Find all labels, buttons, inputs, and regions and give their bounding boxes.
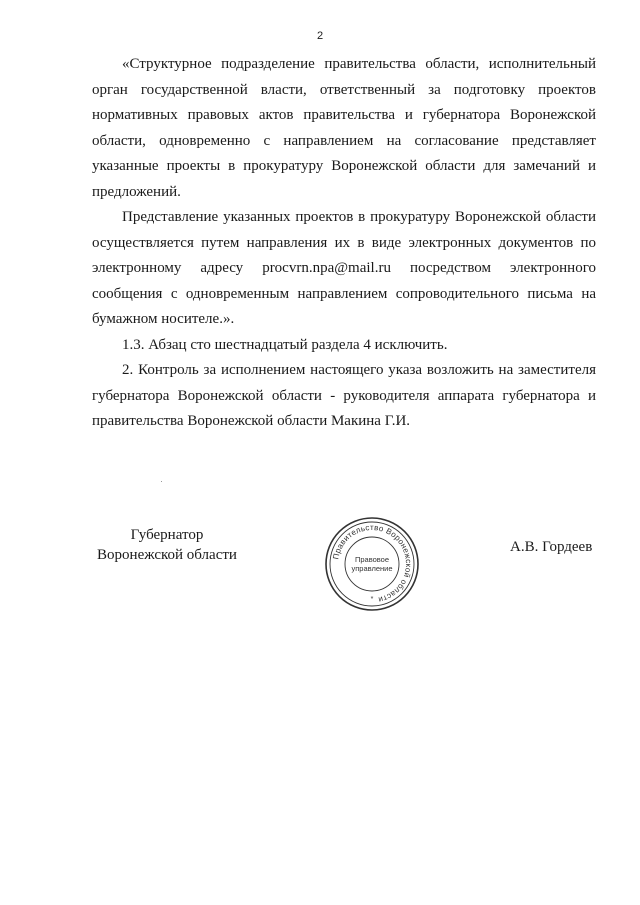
signatory-title-line2: Воронежской области	[97, 547, 237, 563]
signatory-name: А.В. Гордеев	[510, 539, 593, 555]
seal-inner-line1: Правовое	[354, 555, 390, 564]
scan-speck	[161, 481, 162, 482]
seal-outer-text: Правительство Воронежской области	[331, 522, 414, 605]
paragraph-item-2: 2. Контроль за исполнением настоящего указа возложить на заместителя губернатора Воронежской области - руководителя аппарата губернатора и правительства Воронежской области Макина Г.И.	[92, 362, 596, 429]
seal-star-icon: *	[370, 596, 374, 603]
paragraph-submission-method: Представление указанных проектов в прокуратуру Воронежской области осуществляется путем направления их в виде электронных документов по электронному адресу procvrn.npa@mail.ru посредством электронного сообщения с одновременным направлением сопроводительного письма на бумажном носителе.».	[92, 209, 596, 327]
signatory-title-line1: Губернатор	[130, 527, 204, 543]
page-number: 2	[316, 30, 324, 42]
paragraph-structural-division: «Структурное подразделение правительства области, исполнительный орган государственной власти, ответственный за подготовку проектов нормативных правовых актов правительства и губернатора Воронежской области, одновременно с направлением на согласование представляет указанные проекты в прокуратуру Воронежской области для замечаний и предложений.	[92, 56, 596, 200]
official-seal	[324, 516, 420, 612]
paragraph-item-1-3: 1.3. Абзац сто шестнадцатый раздела 4 исключить.	[122, 336, 448, 353]
document-body	[92, 52, 596, 435]
seal-inner-line2: управление	[351, 564, 393, 573]
signatory-title	[92, 525, 242, 565]
